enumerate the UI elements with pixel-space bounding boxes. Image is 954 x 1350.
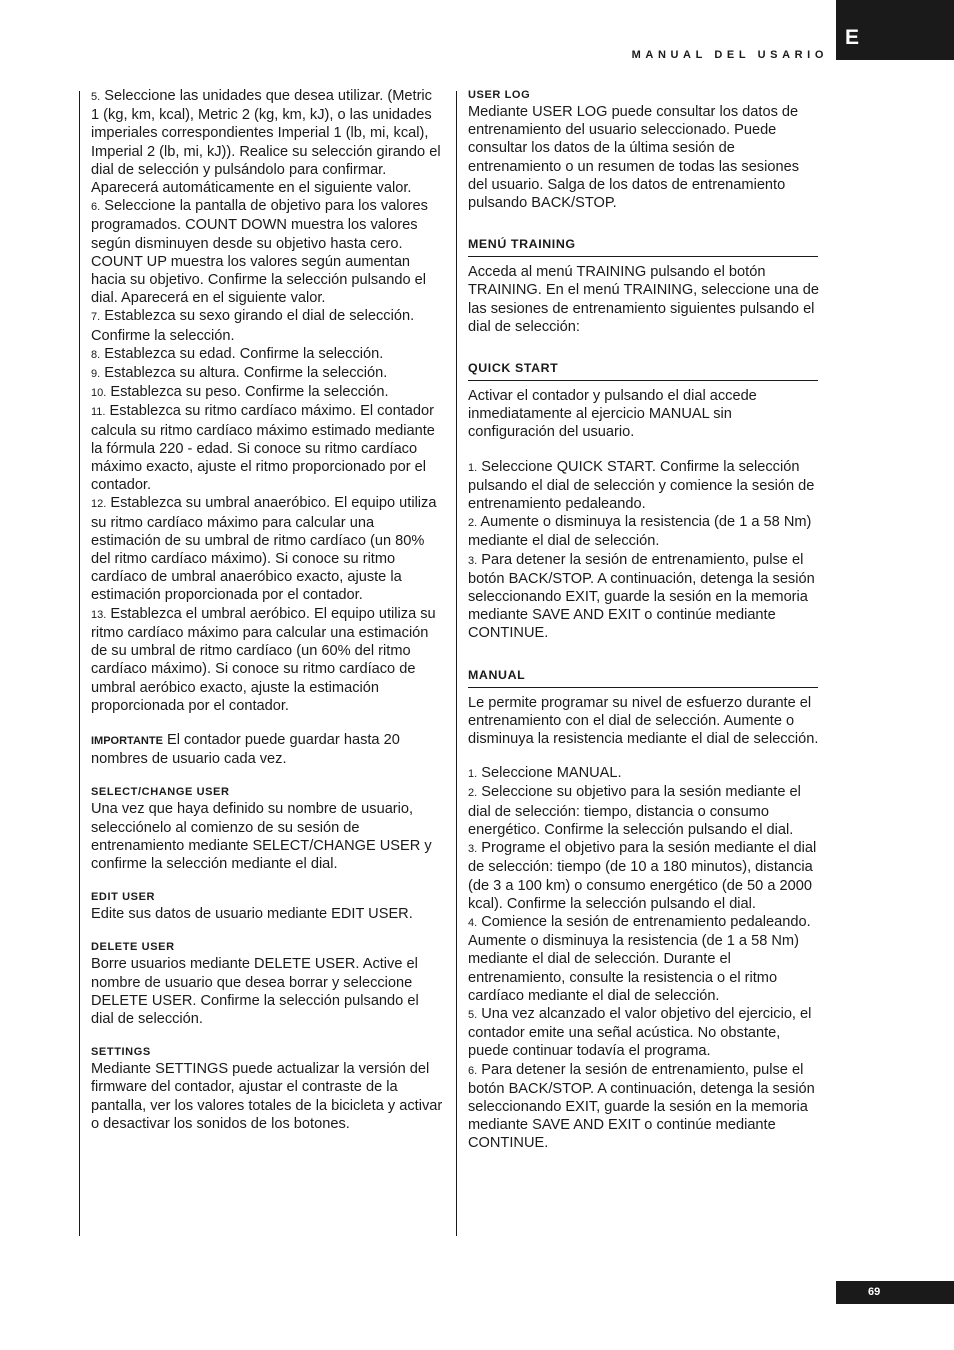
list-item: 10. Establezca su peso. Confirme la selección. xyxy=(91,384,389,401)
section-training-menu xyxy=(468,236,820,336)
section-manual xyxy=(468,667,820,1153)
section-body: Acceda al menú TRAINING pulsando el botón TRAINING. En el menú TRAINING, seleccione una de las sesiones de entrenamiento siguientes pulsando el dial de selección: xyxy=(468,264,819,335)
page-number-box xyxy=(836,1281,954,1304)
list-item: 8. Establezca su edad. Confirme la selección. xyxy=(91,345,384,362)
list-item: 5. Una vez alcanzado el valor objetivo del ejercicio, el contador emite una señal acústica. No obstante, puede continuar todavía el programa. xyxy=(468,1005,812,1060)
page-number: 69 xyxy=(868,1286,881,1298)
section-body: Activar el contador y pulsando el dial accede inmediatamente al ejercicio MANUAL sin configuración del usuario. xyxy=(468,388,757,441)
section-body: Edite sus datos de usuario mediante EDIT USER. xyxy=(91,906,413,923)
section-quick-start xyxy=(468,360,820,643)
list-item: 1. Seleccione QUICK START. Confirme la selección pulsando el dial de selección y comience la sesión de entrenamiento pedaleando. xyxy=(468,458,815,513)
list-item: 6. Seleccione la pantalla de objetivo para los valores programados. COUNT DOWN muestra los valores según disminuyen desde su objetivo hasta cero. COUNT UP muestra los valores según aumentan hacia su objetivo. Confirme la selección pulsando el dial. Aparecerá en el siguiente valor. xyxy=(91,198,428,307)
section-heading: QUICK START xyxy=(468,360,818,381)
section-heading: MANUAL xyxy=(468,667,818,688)
important-note: IMPORTANTE El contador puede guardar hasta 20 nombres de usuario cada vez. xyxy=(91,731,400,768)
list-item: 1. Seleccione MANUAL. xyxy=(468,765,622,782)
section-body: Mediante SETTINGS puede actualizar la versión del firmware del contador, ajustar el contraste de la pantalla, ver los valores totales de la bicicleta y activar o desactivar los sonidos de los botones. xyxy=(91,1061,443,1132)
section-heading: SELECT/CHANGE USER xyxy=(91,786,230,799)
section-body: Le permite programar su nivel de esfuerzo durante el entrenamiento con el dial de selección. Aumente o disminuya la resistencia mediante el dial de selección. xyxy=(468,694,819,748)
list-item: 6. Para detener la sesión de entrenamiento, pulse el botón BACK/STOP. A continuación, detenga la sesión seleccionando EXIT, guarde la sesión en la memoria mediante SAVE AND EXIT o continúe mediante CONTINUE. xyxy=(468,1061,815,1152)
steps-list xyxy=(468,764,820,1152)
section-body: Borre usuarios mediante DELETE USER. Active el nombre de usuario que desea borrar y seleccione DELETE USER. Confirme la selección pulsando el dial de selección. xyxy=(91,956,419,1027)
section-heading: DELETE USER xyxy=(91,941,175,954)
section-edit-user xyxy=(91,889,443,923)
list-item: 9. Establezca su altura. Confirme la selección. xyxy=(91,365,388,382)
section-user-log xyxy=(468,87,820,212)
section-letter: E xyxy=(845,26,860,49)
list-item: 2. Aumente o disminuya la resistencia (de 1 a 58 Nm) mediante el dial de selección. xyxy=(468,514,812,550)
list-item: 2. Seleccione su objetivo para la sesión mediante el dial de selección: tiempo, distancia o consumo energético. Confirme la selección pulsando el dial. xyxy=(468,784,801,838)
list-item: 3. Para detener la sesión de entrenamiento, pulse el botón BACK/STOP. A continuación, detenga la sesión seleccionando EXIT, guarde la sesión en la memoria mediante SAVE AND EXIT o continúe mediante CONTINUE. xyxy=(468,551,815,642)
list-item: 12. Establezca su umbral anaeróbico. El equipo utiliza su ritmo cardíaco máximo para calcular una estimación de su umbral de ritmo cardíaco (un 80% del ritmo cardíaco máximo). Si conoce su ritmo cardíaco de umbral anaeróbico exacto, ajuste la estimación proporcionada por el contador. xyxy=(91,495,437,604)
section-heading: USER LOG xyxy=(468,89,531,101)
center-divider xyxy=(456,91,457,1236)
list-item: 7. Establezca su sexo girando el dial de selección. Confirme la selección. xyxy=(91,308,415,344)
list-item: 11. Establezca su ritmo cardíaco máximo. El contador calcula su ritmo cardíaco máximo estimado mediante la fórmula 220 - edad. Si conoce su ritmo cardíaco máximo exacto, ajuste el ritmo proporcionado por el contador. xyxy=(91,403,435,494)
steps-list xyxy=(468,458,820,643)
list-item: 3. Programe el objetivo para la sesión mediante el dial de selección: tiempo (de 10 a 180 minutos), distancia (de 3 a 100 km) o consumo energético (de 50 a 2000 kcal). Confirme la selección pulsando el dial. xyxy=(468,840,817,912)
section-settings xyxy=(91,1044,443,1133)
section-tab xyxy=(836,0,954,60)
left-column xyxy=(91,87,443,1133)
manual-title: MANUAL DEL USARIO xyxy=(631,49,828,61)
steps-list xyxy=(91,87,443,715)
section-heading: MENÚ TRAINING xyxy=(468,236,818,257)
list-item: 13. Establezca el umbral aeróbico. El equipo utiliza su ritmo cardíaco máximo para calcular una estimación de su umbral de ritmo cardíaco (un 60% del ritmo cardíaco máximo). Si conoce su ritmo cardíaco de umbral aeróbico exacto, ajuste la estimación proporcionada por el contador. xyxy=(91,605,436,714)
section-heading: EDIT USER xyxy=(91,891,156,904)
right-column xyxy=(468,87,820,1153)
list-item: 5. Seleccione las unidades que desea utilizar. (Metric 1 (kg, km, kcal), Metric 2 (kg, km, kJ), o las unidades imperiales correspondientes Imperial 1 (lb, mi, kcal), Imperial 2 (lb, mi, kJ)). Realice su selección girando el dial de selección y pulsándolo para confirmar. Aparecerá automáticamente en el siguiente valor. xyxy=(91,88,441,197)
section-heading: SETTINGS xyxy=(91,1046,151,1059)
section-body: Mediante USER LOG puede consultar los datos de entrenamiento del usuario seleccionado. Puede consultar los datos de la última sesión de entrenamiento o un resumen de todas las sesiones del usuario. Salga de los datos de entrenamiento pulsando BACK/STOP. xyxy=(468,104,799,212)
section-body: Una vez que haya definido su nombre de usuario, selecciónelo al comienzo de su sesión de entrenamiento mediante SELECT/CHANGE USER y confirme la selección mediante el dial. xyxy=(91,801,432,872)
left-divider xyxy=(79,91,80,1236)
list-item: 4. Comience la sesión de entrenamiento pedaleando. Aumente o disminuya la resistencia (de 1 a 58 Nm) mediante el dial de selección. Durante el entrenamiento, consulte la resistencia o el ritmo cardíaco mediante el dial de selección. xyxy=(468,913,811,1004)
section-delete-user xyxy=(91,939,443,1028)
section-select-user xyxy=(91,784,443,873)
